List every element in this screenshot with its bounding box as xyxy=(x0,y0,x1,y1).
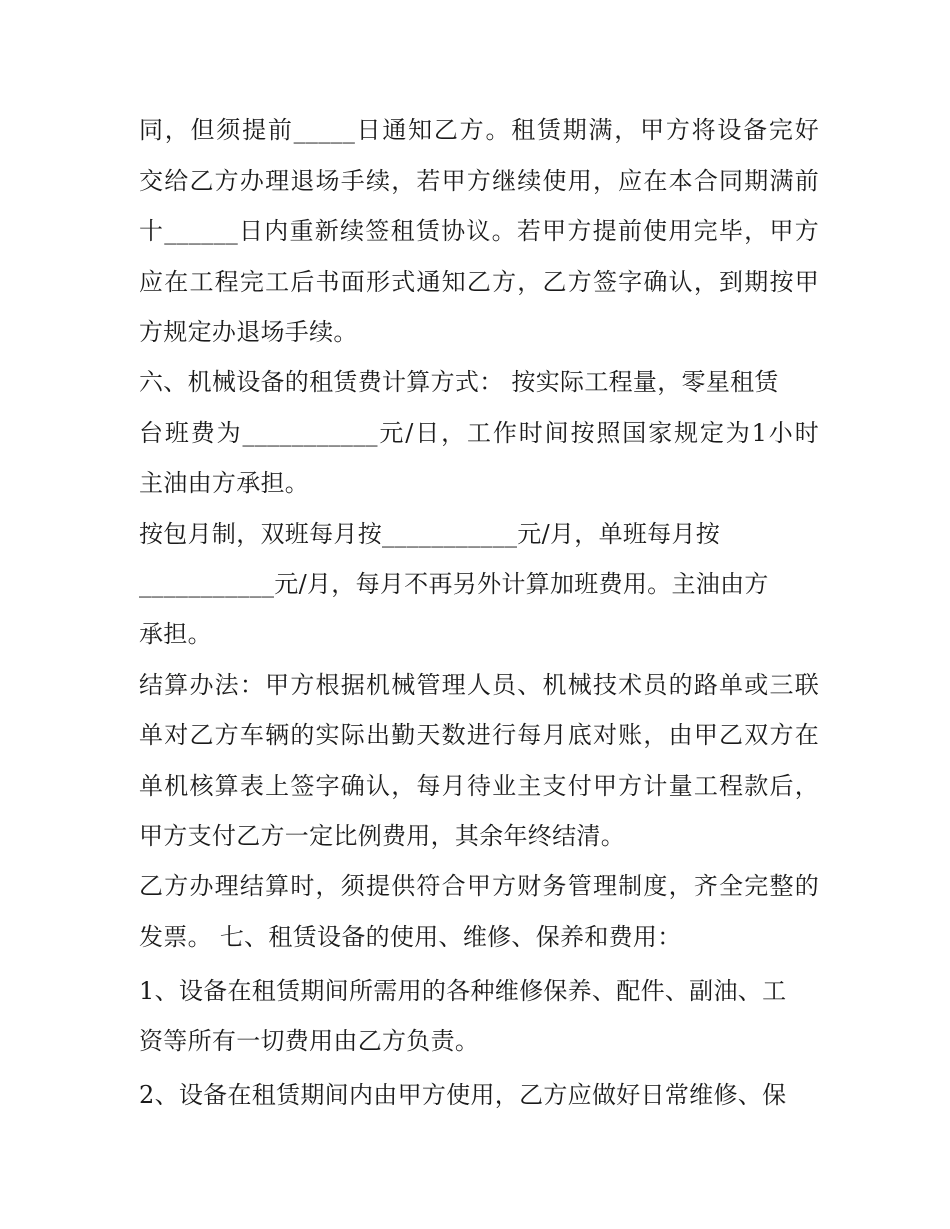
text-line: 单对乙方车辆的实际出勤天数进行每月底对账，由甲乙双方在 xyxy=(139,721,819,749)
text-line: 方规定办退场手续。 xyxy=(139,318,358,346)
text-line: 台班费为___________元/日，工作时间按照国家规定为1小时 xyxy=(139,419,819,447)
text-line: 交给乙方办理退场手续，若甲方继续使用，应在本合同期满前 xyxy=(139,167,819,195)
text-line: 发票。 七、租赁设备的使用、维修、保养和费用： xyxy=(139,923,682,951)
text-line: 六、机械设备的租赁费计算方式： 按实际工程量，零星租赁 xyxy=(139,368,779,396)
text-line: 单机核算表上签字确认，每月待业主支付甲方计量工程款后， xyxy=(139,772,819,800)
text-line: 1、设备在租赁期间所需用的各种维修保养、配件、副油、工 xyxy=(139,977,787,1005)
text-line: 乙方办理结算时，须提供符合甲方财务管理制度，齐全完整的 xyxy=(139,872,819,900)
text-line: 资等所有一切费用由乙方负责。 xyxy=(139,1027,480,1055)
text-line: 结算办法：甲方根据机械管理人员、机械技术员的路单或三联 xyxy=(139,671,819,699)
text-line: 主油由方承担。 xyxy=(139,469,310,497)
text-line: 同，但须提前_____日通知乙方。租赁期满，甲方将设备完好 xyxy=(139,116,819,144)
text-line: 甲方支付乙方一定比例费用，其余年终结清。 xyxy=(139,822,625,850)
text-line: 承担。 xyxy=(139,620,212,648)
text-line: 应在工程完工后书面形式通知乙方，乙方签字确认，到期按甲 xyxy=(139,268,819,296)
text-line: 2、设备在租赁期间内由甲方使用，乙方应做好日常维修、保 xyxy=(139,1081,787,1109)
text-line: ___________元/月，每月不再另外计算加班费用。主油由方 xyxy=(139,570,769,598)
text-line: 十______日内重新续签租赁协议。若甲方提前使用完毕，甲方 xyxy=(139,217,819,245)
text-line: 按包月制，双班每月按___________元/月，单班每月按 xyxy=(139,520,721,548)
